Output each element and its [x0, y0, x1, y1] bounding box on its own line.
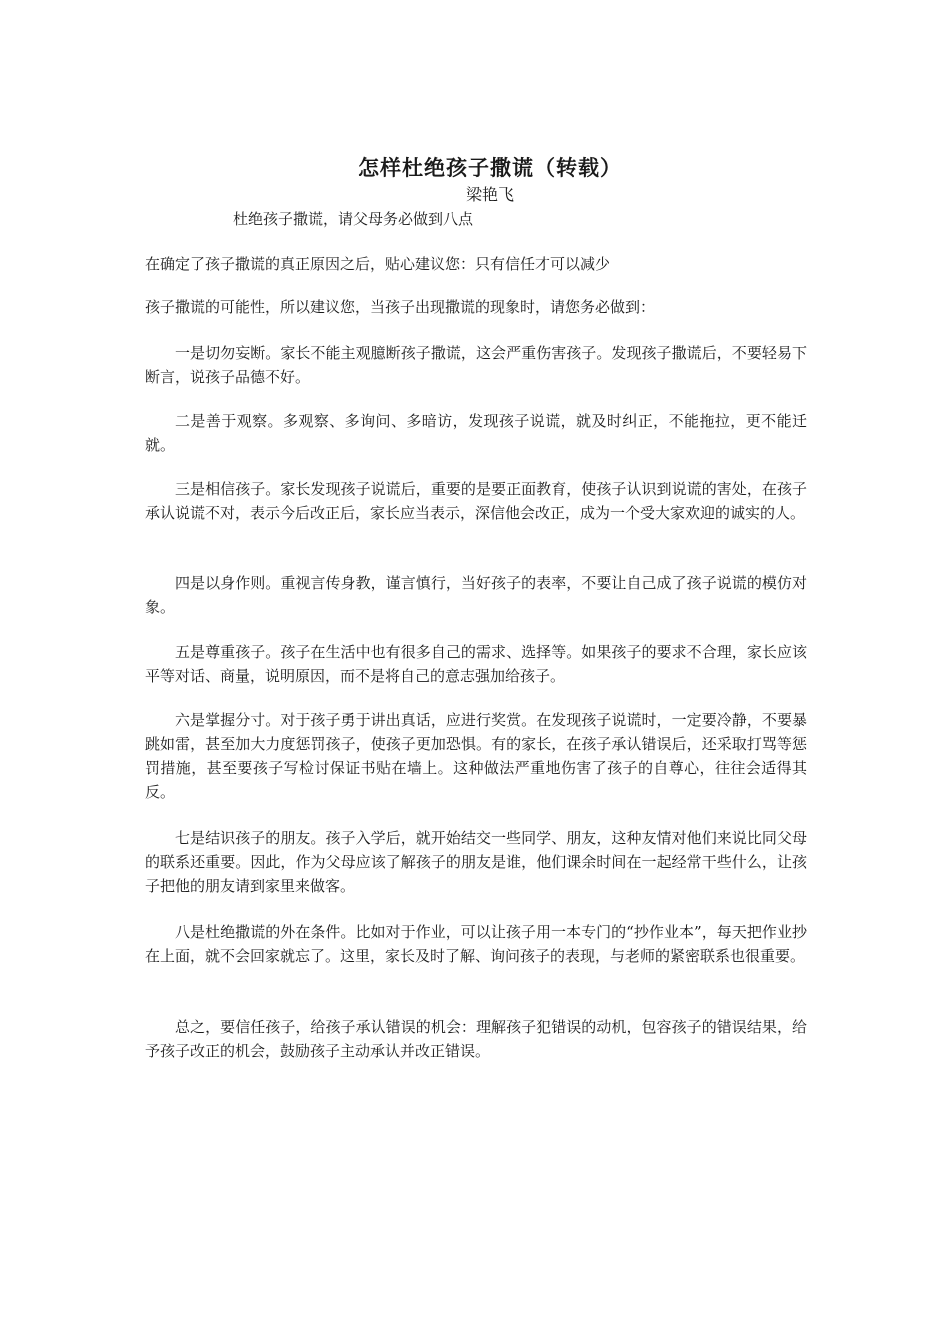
- paragraph-3: 三是相信孩子。家长发现孩子说谎后，重要的是要正面教育，使孩子认识到说谎的害处，在孩子承认说谎不对，表示今后改正后，家长应当表示，深信他会改正，成为一个受大家欢迎的诚实的人。: [145, 480, 807, 522]
- intro-line: 在确定了孩子撒谎的真正原因之后，贴心建议您：只有信任才可以减少: [145, 255, 611, 273]
- paragraph-7: 七是结识孩子的朋友。孩子入学后，就开始结交一些同学、朋友，这种友情对他们来说比同父母的联系还重要。因此，作为父母应该了解孩子的朋友是谁，他们课余时间在一起经常干些什么，让孩子把他的朋友请到家里来做客。: [145, 829, 807, 895]
- intro-line: 孩子撒谎的可能性，所以建议您，当孩子出现撒谎的现象时，请您务必做到：: [145, 298, 656, 316]
- paragraph-6: 六是掌握分寸。对于孩子勇于讲出真话，应进行奖赏。在发现孩子说谎时，一定要冷静，不要暴跳如雷，甚至加大力度惩罚孩子，使孩子更加恐惧。有的家长，在孩子承认错误后，还采取打骂等惩罚措施，甚至要孩子写检讨保证书贴在墙上。这种做法严重地伤害了孩子的自尊心，往往会适得其反。: [145, 711, 807, 801]
- document-title: 怎样杜绝孩子撒谎（转载）: [358, 155, 622, 180]
- paragraph-8: 八是杜绝撒谎的外在条件。比如对于作业，可以让孩子用一本专门的“抄作业本”，每天把作业抄在上面，就不会回家就忘了。这里，家长及时了解、询问孩子的表现，与老师的紧密联系也很重要。: [145, 923, 807, 965]
- paragraph-5: 五是尊重孩子。孩子在生活中也有很多自己的需求、选择等。如果孩子的要求不合理，家长应该平等对话、商量，说明原因，而不是将自己的意志强加给孩子。: [145, 643, 807, 685]
- document-author: 梁艳飞: [465, 185, 514, 204]
- document-subtitle: 杜绝孩子撒谎，请父母务必做到八点: [233, 210, 474, 228]
- paragraph-2: 二是善于观察。多观察、多询问、多暗访，发现孩子说谎，就及时纠正，不能拖拉，更不能迁就。: [145, 412, 807, 454]
- paragraph-9: 总之，要信任孩子，给孩子承认错误的机会：理解孩子犯错误的动机，包容孩子的错误结果，给予孩子改正的机会，鼓励孩子主动承认并改正错误。: [145, 1018, 807, 1060]
- paragraph-1: 一是切勿妄断。家长不能主观臆断孩子撒谎，这会严重伤害孩子。发现孩子撒谎后，不要轻易下断言，说孩子品德不好。: [145, 344, 807, 386]
- paragraph-4: 四是以身作则。重视言传身教，谨言慎行，当好孩子的表率，不要让自己成了孩子说谎的模仿对象。: [145, 574, 807, 616]
